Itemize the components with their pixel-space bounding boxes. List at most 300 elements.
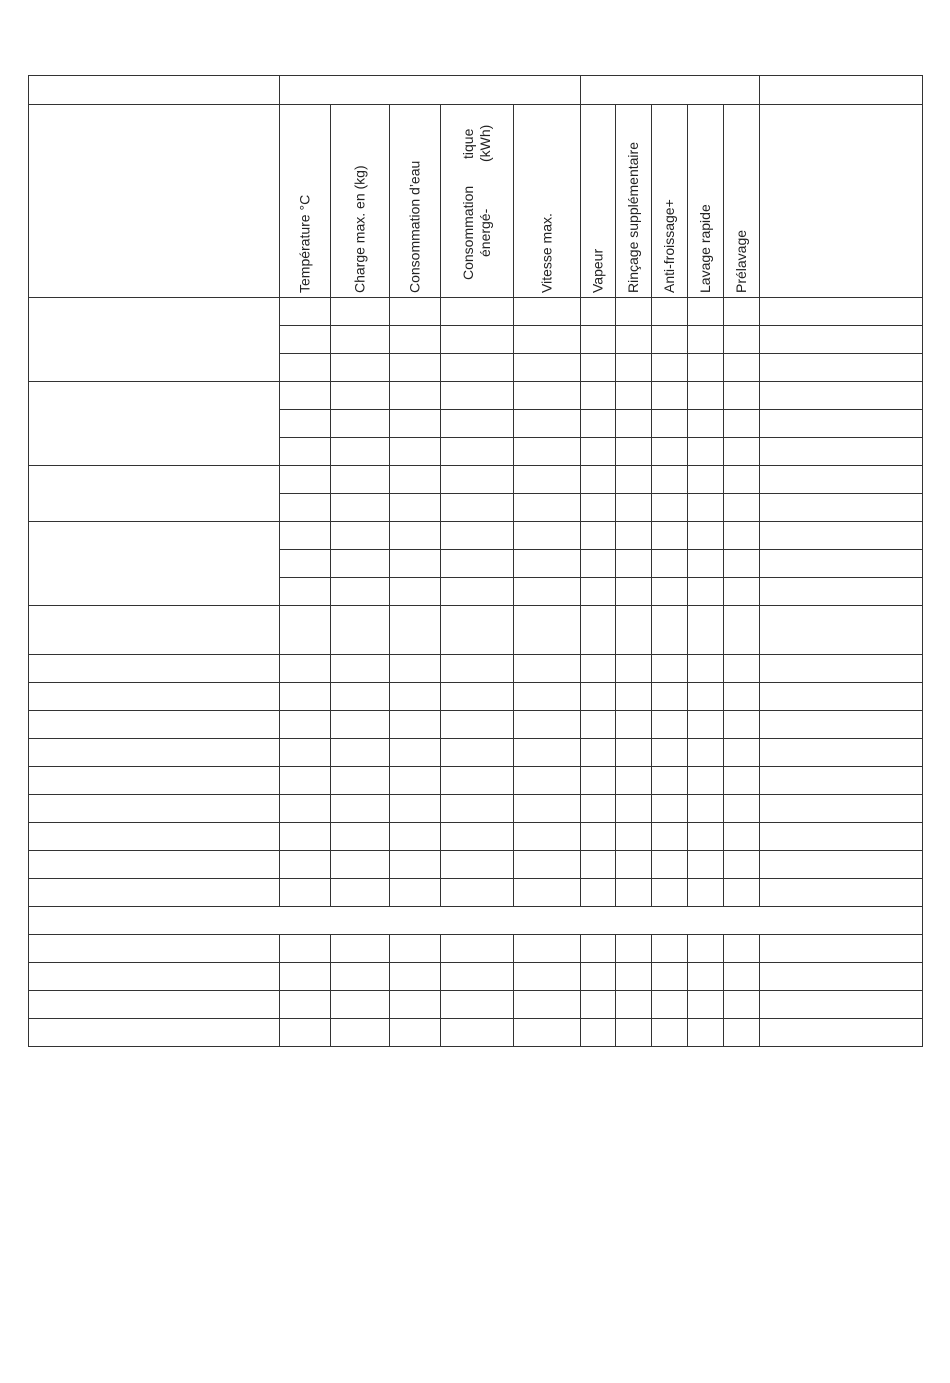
table-cell xyxy=(616,935,652,963)
table-cell xyxy=(280,466,331,494)
table-cell xyxy=(724,522,760,550)
table-cell xyxy=(652,354,688,382)
table-cell xyxy=(441,991,514,1019)
table-cell xyxy=(652,438,688,466)
table-cell xyxy=(514,879,581,907)
table-cell xyxy=(616,298,652,326)
table-cell xyxy=(331,494,390,522)
notes-header-cell xyxy=(760,105,923,298)
table-cell xyxy=(331,382,390,410)
table-cell xyxy=(760,438,923,466)
table-cell xyxy=(724,711,760,739)
table-cell xyxy=(616,963,652,991)
table-cell xyxy=(581,494,616,522)
table-cell xyxy=(724,795,760,823)
table-cell xyxy=(581,879,616,907)
table-cell xyxy=(652,991,688,1019)
table-cell xyxy=(688,438,724,466)
table-cell xyxy=(280,739,331,767)
table-row xyxy=(29,879,923,907)
table-row xyxy=(29,851,923,879)
table-cell xyxy=(390,382,441,410)
table-cell xyxy=(390,494,441,522)
table-cell xyxy=(581,326,616,354)
table-row xyxy=(29,935,923,963)
table-cell xyxy=(581,739,616,767)
table-cell xyxy=(760,354,923,382)
table-cell xyxy=(280,1019,331,1047)
table-cell xyxy=(390,550,441,578)
table-cell xyxy=(724,578,760,606)
program-header-cell xyxy=(29,105,280,298)
table-cell xyxy=(724,991,760,1019)
table-cell xyxy=(390,522,441,550)
program-cell xyxy=(29,935,280,963)
table-cell xyxy=(652,935,688,963)
table-cell xyxy=(390,578,441,606)
table-cell xyxy=(760,851,923,879)
table-cell xyxy=(514,550,581,578)
table-cell xyxy=(514,606,581,655)
table-cell xyxy=(331,991,390,1019)
table-cell xyxy=(581,1019,616,1047)
table-cell xyxy=(652,410,688,438)
table-cell xyxy=(688,711,724,739)
table-cell xyxy=(331,326,390,354)
table-cell xyxy=(688,1019,724,1047)
table-cell xyxy=(280,410,331,438)
table-cell xyxy=(616,879,652,907)
table-cell xyxy=(280,795,331,823)
table-cell xyxy=(688,298,724,326)
table-cell xyxy=(616,991,652,1019)
table-cell xyxy=(616,438,652,466)
table-row xyxy=(29,767,923,795)
table-cell xyxy=(760,522,923,550)
header-eau-label: Consommation d’eau xyxy=(406,160,423,293)
section-row xyxy=(29,907,923,935)
table-cell xyxy=(724,466,760,494)
table-cell xyxy=(514,739,581,767)
table-row xyxy=(29,963,923,991)
table-cell xyxy=(441,879,514,907)
table-cell xyxy=(514,683,581,711)
table-cell xyxy=(688,767,724,795)
table-cell xyxy=(688,795,724,823)
table-cell xyxy=(688,326,724,354)
table-cell xyxy=(390,991,441,1019)
table-cell xyxy=(581,578,616,606)
table-cell xyxy=(331,739,390,767)
table-cell xyxy=(688,578,724,606)
table-cell xyxy=(390,438,441,466)
table-cell xyxy=(514,767,581,795)
table-cell xyxy=(760,991,923,1019)
program-cell xyxy=(29,851,280,879)
table-cell xyxy=(514,578,581,606)
table-cell xyxy=(616,795,652,823)
table-cell xyxy=(688,410,724,438)
header-vitesse-label: Vitesse max. xyxy=(538,213,555,293)
table-row xyxy=(29,683,923,711)
table-cell xyxy=(514,935,581,963)
table-cell xyxy=(760,606,923,655)
table-cell xyxy=(514,963,581,991)
header-prelavage xyxy=(724,105,760,298)
program-cell xyxy=(29,683,280,711)
table-cell xyxy=(724,963,760,991)
table-cell xyxy=(652,578,688,606)
table-cell xyxy=(616,823,652,851)
table-cell xyxy=(514,795,581,823)
table-cell xyxy=(760,683,923,711)
table-cell xyxy=(280,683,331,711)
group-header-row xyxy=(29,76,923,105)
table-row xyxy=(29,739,923,767)
table-cell xyxy=(688,991,724,1019)
program-cell xyxy=(29,522,280,606)
table-cell xyxy=(724,298,760,326)
table-cell xyxy=(331,438,390,466)
table-cell xyxy=(390,739,441,767)
table-cell xyxy=(331,851,390,879)
table-cell xyxy=(280,767,331,795)
table-cell xyxy=(331,879,390,907)
table-cell xyxy=(688,382,724,410)
program-cell xyxy=(29,795,280,823)
table-cell xyxy=(724,606,760,655)
table-cell xyxy=(724,494,760,522)
table-cell xyxy=(441,578,514,606)
table-cell xyxy=(616,550,652,578)
table-cell xyxy=(688,354,724,382)
table-cell xyxy=(390,326,441,354)
header-prelavage-label: Prélavage xyxy=(733,229,750,293)
table-cell xyxy=(616,354,652,382)
table-cell xyxy=(331,354,390,382)
table-cell xyxy=(616,767,652,795)
table-cell xyxy=(652,494,688,522)
table-cell xyxy=(581,683,616,711)
table-cell xyxy=(724,354,760,382)
table-cell xyxy=(331,711,390,739)
table-cell xyxy=(280,935,331,963)
table-cell xyxy=(441,935,514,963)
program-cell xyxy=(29,767,280,795)
table-cell xyxy=(760,1019,923,1047)
table-cell xyxy=(760,795,923,823)
table-cell xyxy=(390,354,441,382)
table-cell xyxy=(688,935,724,963)
table-cell xyxy=(724,851,760,879)
table-cell xyxy=(280,354,331,382)
table-row xyxy=(29,1019,923,1047)
table-cell xyxy=(688,823,724,851)
table-row xyxy=(29,298,923,326)
table-cell xyxy=(581,438,616,466)
table-cell xyxy=(616,382,652,410)
table-cell xyxy=(652,879,688,907)
table-cell xyxy=(581,606,616,655)
table-cell xyxy=(331,606,390,655)
table-cell xyxy=(280,991,331,1019)
table-cell xyxy=(616,1019,652,1047)
table-cell xyxy=(616,711,652,739)
table-cell xyxy=(331,655,390,683)
table-cell xyxy=(280,550,331,578)
table-cell xyxy=(331,410,390,438)
table-cell xyxy=(331,823,390,851)
table-cell xyxy=(280,578,331,606)
header-vapeur-label: Vapeur xyxy=(589,248,606,293)
table-cell xyxy=(331,767,390,795)
header-charge xyxy=(331,105,390,298)
table-cell xyxy=(688,739,724,767)
table-cell xyxy=(280,851,331,879)
table-cell xyxy=(331,963,390,991)
table-cell xyxy=(688,683,724,711)
table-cell xyxy=(581,655,616,683)
table-cell xyxy=(724,879,760,907)
table-cell xyxy=(652,326,688,354)
table-cell xyxy=(441,823,514,851)
table-cell xyxy=(280,655,331,683)
table-cell xyxy=(760,326,923,354)
table-cell xyxy=(441,410,514,438)
table-cell xyxy=(652,466,688,494)
table-cell xyxy=(514,326,581,354)
table-cell xyxy=(331,578,390,606)
header-energie-label-line1: Consommation énergé- xyxy=(460,185,493,280)
table-cell xyxy=(331,466,390,494)
program-cell xyxy=(29,1019,280,1047)
table-cell xyxy=(280,326,331,354)
table-cell xyxy=(280,494,331,522)
table-cell xyxy=(441,382,514,410)
table-cell xyxy=(390,711,441,739)
table-cell xyxy=(514,410,581,438)
table-cell xyxy=(280,438,331,466)
header-antifroissage-label: Anti-froissage+ xyxy=(661,199,678,293)
table-cell xyxy=(514,438,581,466)
table-cell xyxy=(441,655,514,683)
table-cell xyxy=(581,550,616,578)
table-cell xyxy=(280,963,331,991)
table-cell xyxy=(514,1019,581,1047)
program-cell xyxy=(29,739,280,767)
table-row xyxy=(29,382,923,410)
table-cell xyxy=(280,382,331,410)
program-cell xyxy=(29,382,280,466)
table-cell xyxy=(616,466,652,494)
program-table xyxy=(28,75,923,1047)
table-cell xyxy=(616,655,652,683)
table-cell xyxy=(390,795,441,823)
table-cell xyxy=(581,963,616,991)
table-cell xyxy=(760,823,923,851)
options-group-cell xyxy=(581,76,760,105)
table-cell xyxy=(280,823,331,851)
header-eau xyxy=(390,105,441,298)
program-cell xyxy=(29,823,280,851)
table-cell xyxy=(688,879,724,907)
table-cell xyxy=(688,522,724,550)
table-cell xyxy=(441,298,514,326)
table-cell xyxy=(514,991,581,1019)
table-cell xyxy=(652,711,688,739)
table-row xyxy=(29,466,923,494)
table-cell xyxy=(724,550,760,578)
table-cell xyxy=(616,851,652,879)
header-antifroissage xyxy=(652,105,688,298)
header-rincage-label: Rinçage supplémentaire xyxy=(625,142,642,293)
table-cell xyxy=(441,550,514,578)
program-cell xyxy=(29,711,280,739)
table-cell xyxy=(688,655,724,683)
table-cell xyxy=(441,739,514,767)
table-cell xyxy=(688,550,724,578)
header-energie xyxy=(441,105,514,298)
table-row xyxy=(29,655,923,683)
table-row xyxy=(29,823,923,851)
table-cell xyxy=(441,466,514,494)
table-cell xyxy=(760,767,923,795)
table-cell xyxy=(390,879,441,907)
table-cell xyxy=(616,326,652,354)
table-cell xyxy=(331,298,390,326)
table-cell xyxy=(581,823,616,851)
table-cell xyxy=(688,494,724,522)
table-cell xyxy=(441,606,514,655)
table-cell xyxy=(724,655,760,683)
table-cell xyxy=(724,1019,760,1047)
table-cell xyxy=(390,1019,441,1047)
header-vapeur xyxy=(581,105,616,298)
table-cell xyxy=(390,851,441,879)
table-cell xyxy=(760,711,923,739)
header-temperature xyxy=(280,105,331,298)
table-cell xyxy=(581,851,616,879)
table-cell xyxy=(724,410,760,438)
table-cell xyxy=(760,935,923,963)
table-cell xyxy=(652,298,688,326)
table-cell xyxy=(724,767,760,795)
table-cell xyxy=(724,935,760,963)
program-cell xyxy=(29,991,280,1019)
program-cell xyxy=(29,466,280,522)
table-cell xyxy=(652,795,688,823)
header-lavage-rapide xyxy=(688,105,724,298)
table-cell xyxy=(390,298,441,326)
table-cell xyxy=(688,466,724,494)
table-cell xyxy=(514,522,581,550)
table-cell xyxy=(390,963,441,991)
table-cell xyxy=(514,382,581,410)
table-cell xyxy=(652,739,688,767)
header-rincage xyxy=(616,105,652,298)
table-cell xyxy=(581,410,616,438)
table-cell xyxy=(514,494,581,522)
table-cell xyxy=(652,767,688,795)
section-cell xyxy=(29,907,923,935)
table-cell xyxy=(280,522,331,550)
table-cell xyxy=(760,739,923,767)
program-cell xyxy=(29,655,280,683)
table-cell xyxy=(581,795,616,823)
header-vitesse xyxy=(514,105,581,298)
table-cell xyxy=(760,550,923,578)
table-cell xyxy=(760,382,923,410)
table-cell xyxy=(441,1019,514,1047)
table-cell xyxy=(616,494,652,522)
program-cell xyxy=(29,606,280,655)
table-cell xyxy=(760,879,923,907)
table-cell xyxy=(652,606,688,655)
program-group-cell xyxy=(29,76,280,105)
table-cell xyxy=(390,935,441,963)
table-cell xyxy=(760,466,923,494)
table-cell xyxy=(760,963,923,991)
header-temperature-label: Température °C xyxy=(296,194,313,293)
table-cell xyxy=(441,438,514,466)
table-cell xyxy=(652,522,688,550)
table-cell xyxy=(652,655,688,683)
notes-group-cell xyxy=(760,76,923,105)
table-cell xyxy=(441,767,514,795)
column-header-row xyxy=(29,105,923,298)
table-cell xyxy=(724,683,760,711)
table-cell xyxy=(280,711,331,739)
table-cell xyxy=(688,606,724,655)
table-cell xyxy=(331,795,390,823)
table-cell xyxy=(514,466,581,494)
table-cell xyxy=(724,326,760,354)
table-cell xyxy=(514,655,581,683)
table-cell xyxy=(652,382,688,410)
table-cell xyxy=(581,466,616,494)
table-cell xyxy=(390,767,441,795)
table-cell xyxy=(514,823,581,851)
table-cell xyxy=(331,522,390,550)
table-cell xyxy=(688,851,724,879)
table-cell xyxy=(280,879,331,907)
table-cell xyxy=(331,935,390,963)
table-cell xyxy=(652,1019,688,1047)
table-cell xyxy=(652,823,688,851)
table-cell xyxy=(616,522,652,550)
table-cell xyxy=(724,739,760,767)
table-cell xyxy=(441,354,514,382)
table-cell xyxy=(616,410,652,438)
table-cell xyxy=(441,711,514,739)
table-cell xyxy=(331,683,390,711)
header-charge-label: Charge max. en (kg) xyxy=(351,165,368,293)
table-cell xyxy=(441,963,514,991)
table-cell xyxy=(688,963,724,991)
program-cell xyxy=(29,879,280,907)
table-row xyxy=(29,795,923,823)
table-cell xyxy=(390,823,441,851)
table-cell xyxy=(514,298,581,326)
table-cell xyxy=(390,655,441,683)
table-cell xyxy=(280,606,331,655)
program-cell xyxy=(29,963,280,991)
table-cell xyxy=(390,466,441,494)
table-cell xyxy=(724,438,760,466)
table-cell xyxy=(760,410,923,438)
table-cell xyxy=(441,851,514,879)
table-cell xyxy=(441,326,514,354)
